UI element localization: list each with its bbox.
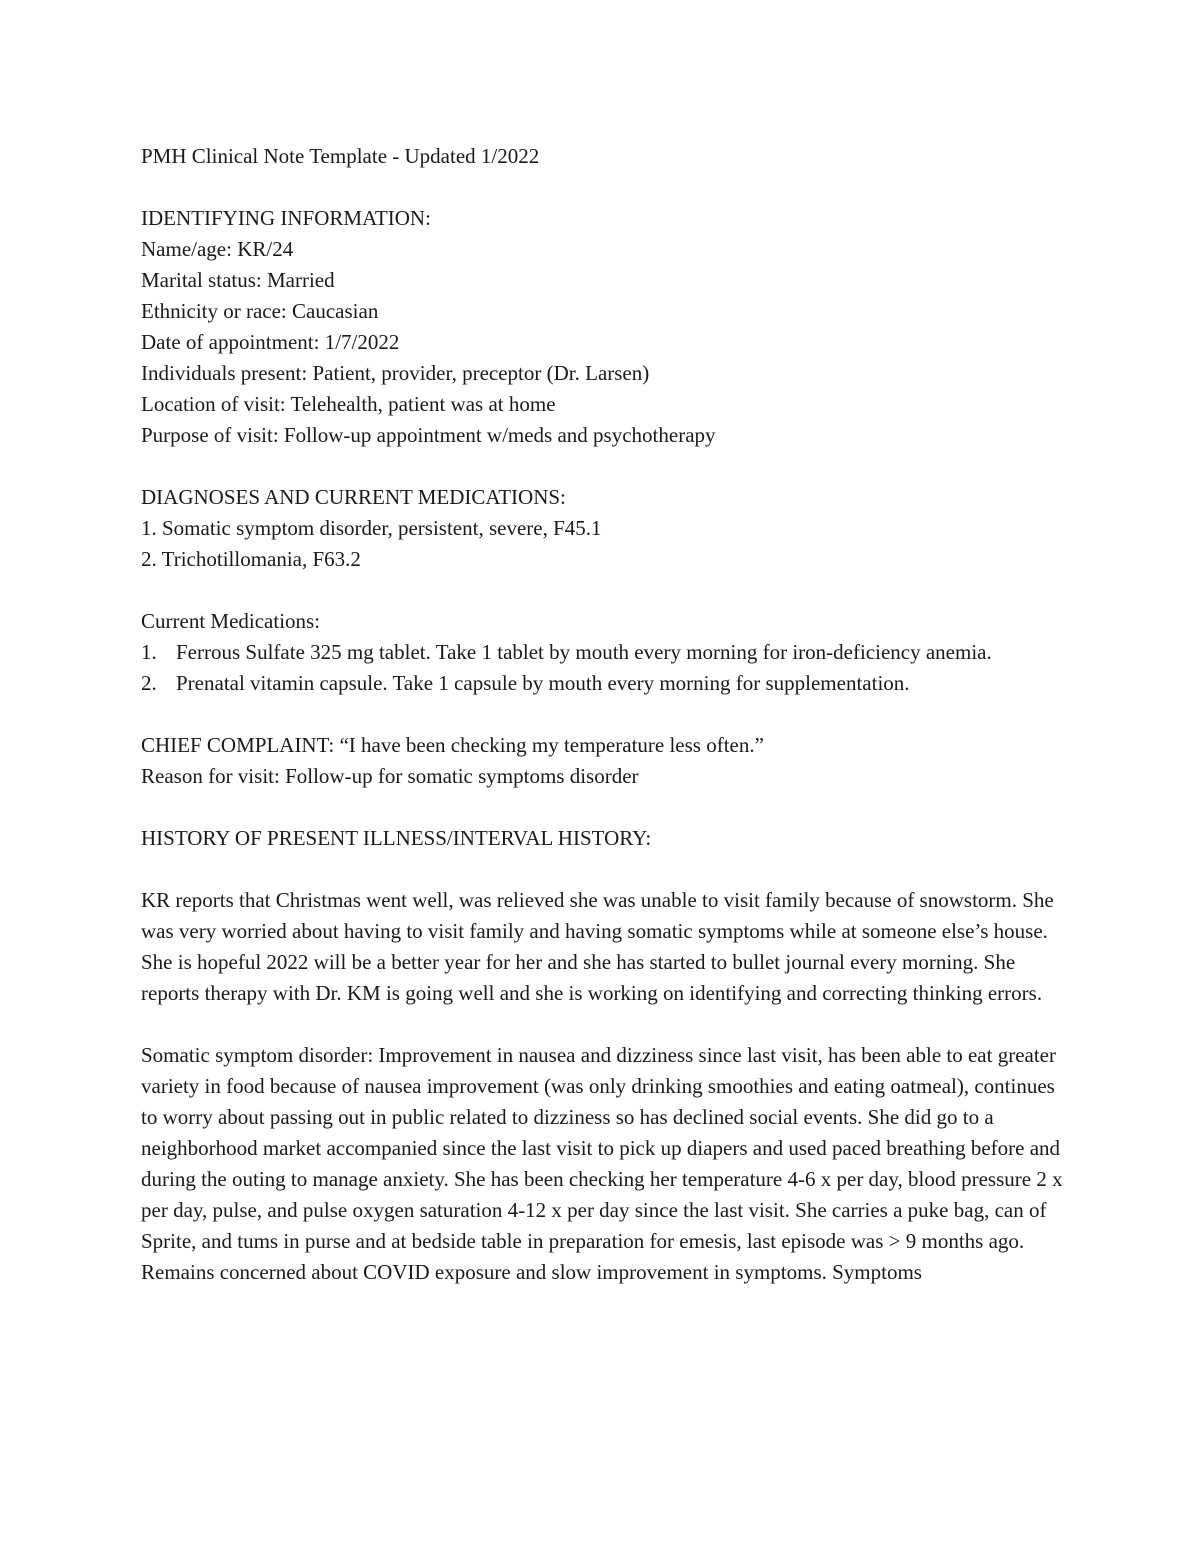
medication-text: Ferrous Sulfate 325 mg tablet. Take 1 tablet by mouth every morning for iron-deficiency anemia. bbox=[176, 640, 992, 664]
list-number: 1. bbox=[141, 640, 157, 664]
visit-reason: Reason for visit: Follow-up for somatic symptoms disorder bbox=[141, 764, 639, 788]
ethnicity: Ethnicity or race: Caucasian bbox=[141, 299, 379, 323]
visit-location: Location of visit: Telehealth, patient was at home bbox=[141, 392, 556, 416]
medications-heading: Current Medications: bbox=[141, 609, 321, 633]
spacer bbox=[141, 699, 1071, 730]
visit-purpose: Purpose of visit: Follow-up appointment w/meds and psychotherapy bbox=[141, 423, 716, 447]
list-number: 2. bbox=[141, 671, 157, 695]
individuals-present: Individuals present: Patient, provider, preceptor (Dr. Larsen) bbox=[141, 361, 650, 385]
hpi-paragraph-1: KR reports that Christmas went well, was relieved she was unable to visit family because of snowstorm. She was very worried about having to visit family and having somatic symptoms while at someone else’s house. She is hopeful 2022 will be a better year for her and she has started to bullet journal every morning. She reports therapy with Dr. KM is going well and she is working on identifying and correcting thinking errors. bbox=[141, 888, 1054, 1005]
name-age: Name/age: KR/24 bbox=[141, 237, 294, 261]
identifying-heading: IDENTIFYING INFORMATION: bbox=[141, 206, 431, 230]
marital-status: Marital status: Married bbox=[141, 268, 335, 292]
spacer bbox=[141, 1009, 1071, 1040]
appointment-date: Date of appointment: 1/7/2022 bbox=[141, 330, 400, 354]
spacer bbox=[141, 854, 1071, 885]
hpi-heading: HISTORY OF PRESENT ILLNESS/INTERVAL HISTORY: bbox=[141, 826, 652, 850]
document-title: PMH Clinical Note Template - Updated 1/2022 bbox=[141, 144, 540, 168]
diagnoses-heading: DIAGNOSES AND CURRENT MEDICATIONS: bbox=[141, 485, 566, 509]
diagnosis-item: 2. Trichotillomania, F63.2 bbox=[141, 547, 361, 571]
spacer bbox=[141, 451, 1071, 482]
hpi-paragraph-2: Somatic symptom disorder: Improvement in nausea and dizziness since last visit, has been able to eat greater variety in food because of nausea improvement (was only drinking smoothies and eating oatmeal), continues to worry about passing out in public related to dizziness so has declined social events. She did go to a neighborhood market accompanied since the last visit to pick up diapers and used paced breathing before and during the outing to manage anxiety. She has been checking her temperature 4-6 x per day, blood pressure 2 x per day, pulse, and pulse oxygen saturation 4-12 x per day since the last visit. She carries a puke bag, can of Sprite, and tums in purse and at bedside table in preparation for emesis, last episode was > 9 months ago. Remains concerned about COVID exposure and slow improvement in symptoms. Symptoms bbox=[141, 1043, 1063, 1284]
chief-complaint: CHIEF COMPLAINT: “I have been checking my temperature less often.” bbox=[141, 733, 764, 757]
medication-text: Prenatal vitamin capsule. Take 1 capsule by mouth every morning for supplementation. bbox=[176, 671, 910, 695]
spacer bbox=[141, 792, 1071, 823]
spacer bbox=[141, 172, 1071, 203]
medications-list bbox=[141, 637, 1071, 699]
medication-item bbox=[141, 668, 1056, 699]
diagnosis-item: 1. Somatic symptom disorder, persistent, severe, F45.1 bbox=[141, 516, 602, 540]
medication-item bbox=[141, 637, 1056, 668]
spacer bbox=[141, 575, 1071, 606]
note-content bbox=[141, 141, 1071, 1288]
